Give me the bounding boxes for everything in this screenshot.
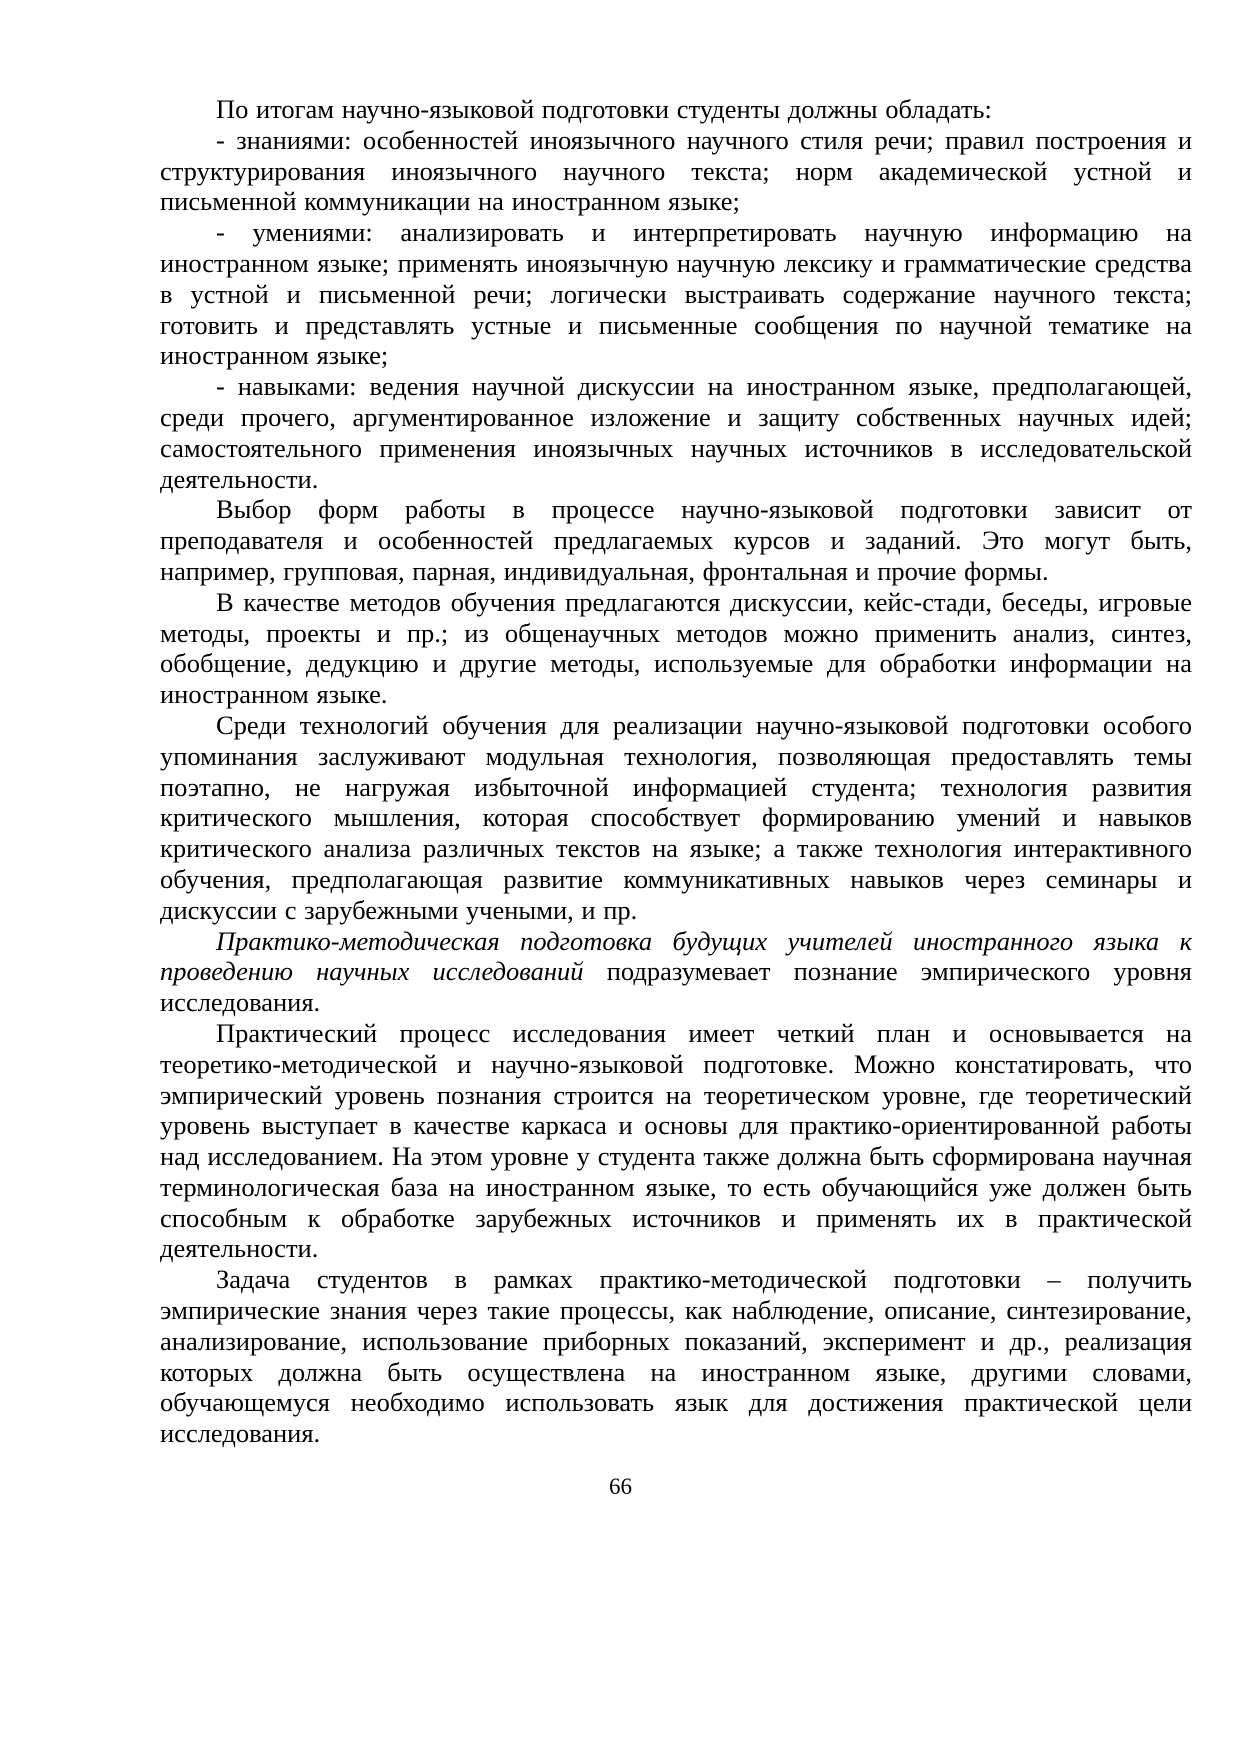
paragraph-text: В качестве методов обучения предлагаются дискуссии, кейс-стади, беседы, игровые методы, проекты и пр.; из общенаучных методов можно применить анализ, синтез, обобщение, дедукцию и другие методы, используемые для обработки информации на иностранном языке. [160, 586, 1192, 710]
paragraph-practical-process [160, 1018, 1192, 1264]
paragraph-work-forms [160, 494, 1192, 586]
paragraph-skills-item [160, 217, 1192, 371]
paragraph-text: Задача студентов в рамках практико-методической подготовки – получить эмпирические знания через такие процессы, как наблюдение, описание, синтезирование, анализирование, использование приборных показаний, эксперимент и др., реализация которых должна быть осуществлена на иностранном языке, другими словами, обучающемуся необходимо использовать язык для достижения практической цели исследования. [160, 1264, 1192, 1449]
paragraph-intro [160, 94, 1192, 125]
paragraph-teaching-methods [160, 587, 1192, 710]
paragraph-text: подразумевает познание эмпирического уровня исследования. [160, 956, 1192, 1018]
paragraph-text: - навыками: ведения научной дискуссии на иностранном языке, предполагающей, среди прочего, аргументированное изложение и защиту собственных научных идей; самостоятельного применения иноязычных научных источников в исследовательской деятельности. [160, 371, 1192, 494]
body-text [160, 94, 1192, 1449]
paragraph-abilities-item [160, 371, 1192, 494]
paragraph-text: - знаниями: особенностей иноязычного научного стиля речи; правил построения и структурирования иноязычного научного текста; норм академической устной и письменной коммуникации на иностранном языке; [160, 124, 1192, 217]
paragraph-text: Среди технологий обучения для реализации научно-языковой подготовки особого упоминания заслуживают модульная технология, позволяющая предоставлять темы поэтапно, не нагружая избыточной информацией студента; технология развития критического мышления, которая способствует формированию умений и навыков критического анализа различных текстов на языке; а также технология интерактивного обучения, предполагающая развитие коммуникативных навыков через семинары и дискуссии с зарубежными учеными, и пр. [160, 709, 1192, 925]
paragraph-text: Практический процесс исследования имеет четкий план и основывается на теоретико-методической и научно-языковой подготовке. Можно констатировать, что эмпирический уровень познания строится на теоретическом уровне, где теоретический уровень выступает в качестве каркаса и основы для практико-ориентированной работы над исследованием. На этом уровне у студента также должна быть сформирована научная терминологическая база на иностранном языке, то есть обучающийся уже должен быть способным к обработке зарубежных источников и применять их в практической деятельности. [160, 1017, 1192, 1264]
paragraph-text: По итогам научно-языковой подготовки студенты должны обладать: [216, 94, 992, 124]
paragraph-students-task [160, 1264, 1192, 1449]
paragraph-text-italic: Практико-методическая подготовка будущих учителей иностранного языка к проведению научных исследований [160, 925, 1192, 987]
paragraph-knowledge-item [160, 125, 1192, 217]
paragraph-text: - умениями: анализировать и интерпретировать научную информацию на иностранном языке; применять иноязычную научную лексику и грамматические средства в устной и письменной речи; логически выстраивать содержание научного текста; готовить и представлять устные и письменные сообщения по научной тематике на иностранном языке; [160, 217, 1192, 371]
page-number: 66 [609, 1474, 632, 1499]
paragraph-text: Выбор форм работы в процессе научно-языковой подготовки зависит от преподавателя и особенностей предлагаемых курсов и заданий. Это могут быть, например, групповая, парная, индивидуальная, фронтальная и прочие формы. [160, 494, 1192, 586]
paragraph-technologies [160, 710, 1192, 926]
paragraph-practical-methodical [160, 926, 1192, 1018]
